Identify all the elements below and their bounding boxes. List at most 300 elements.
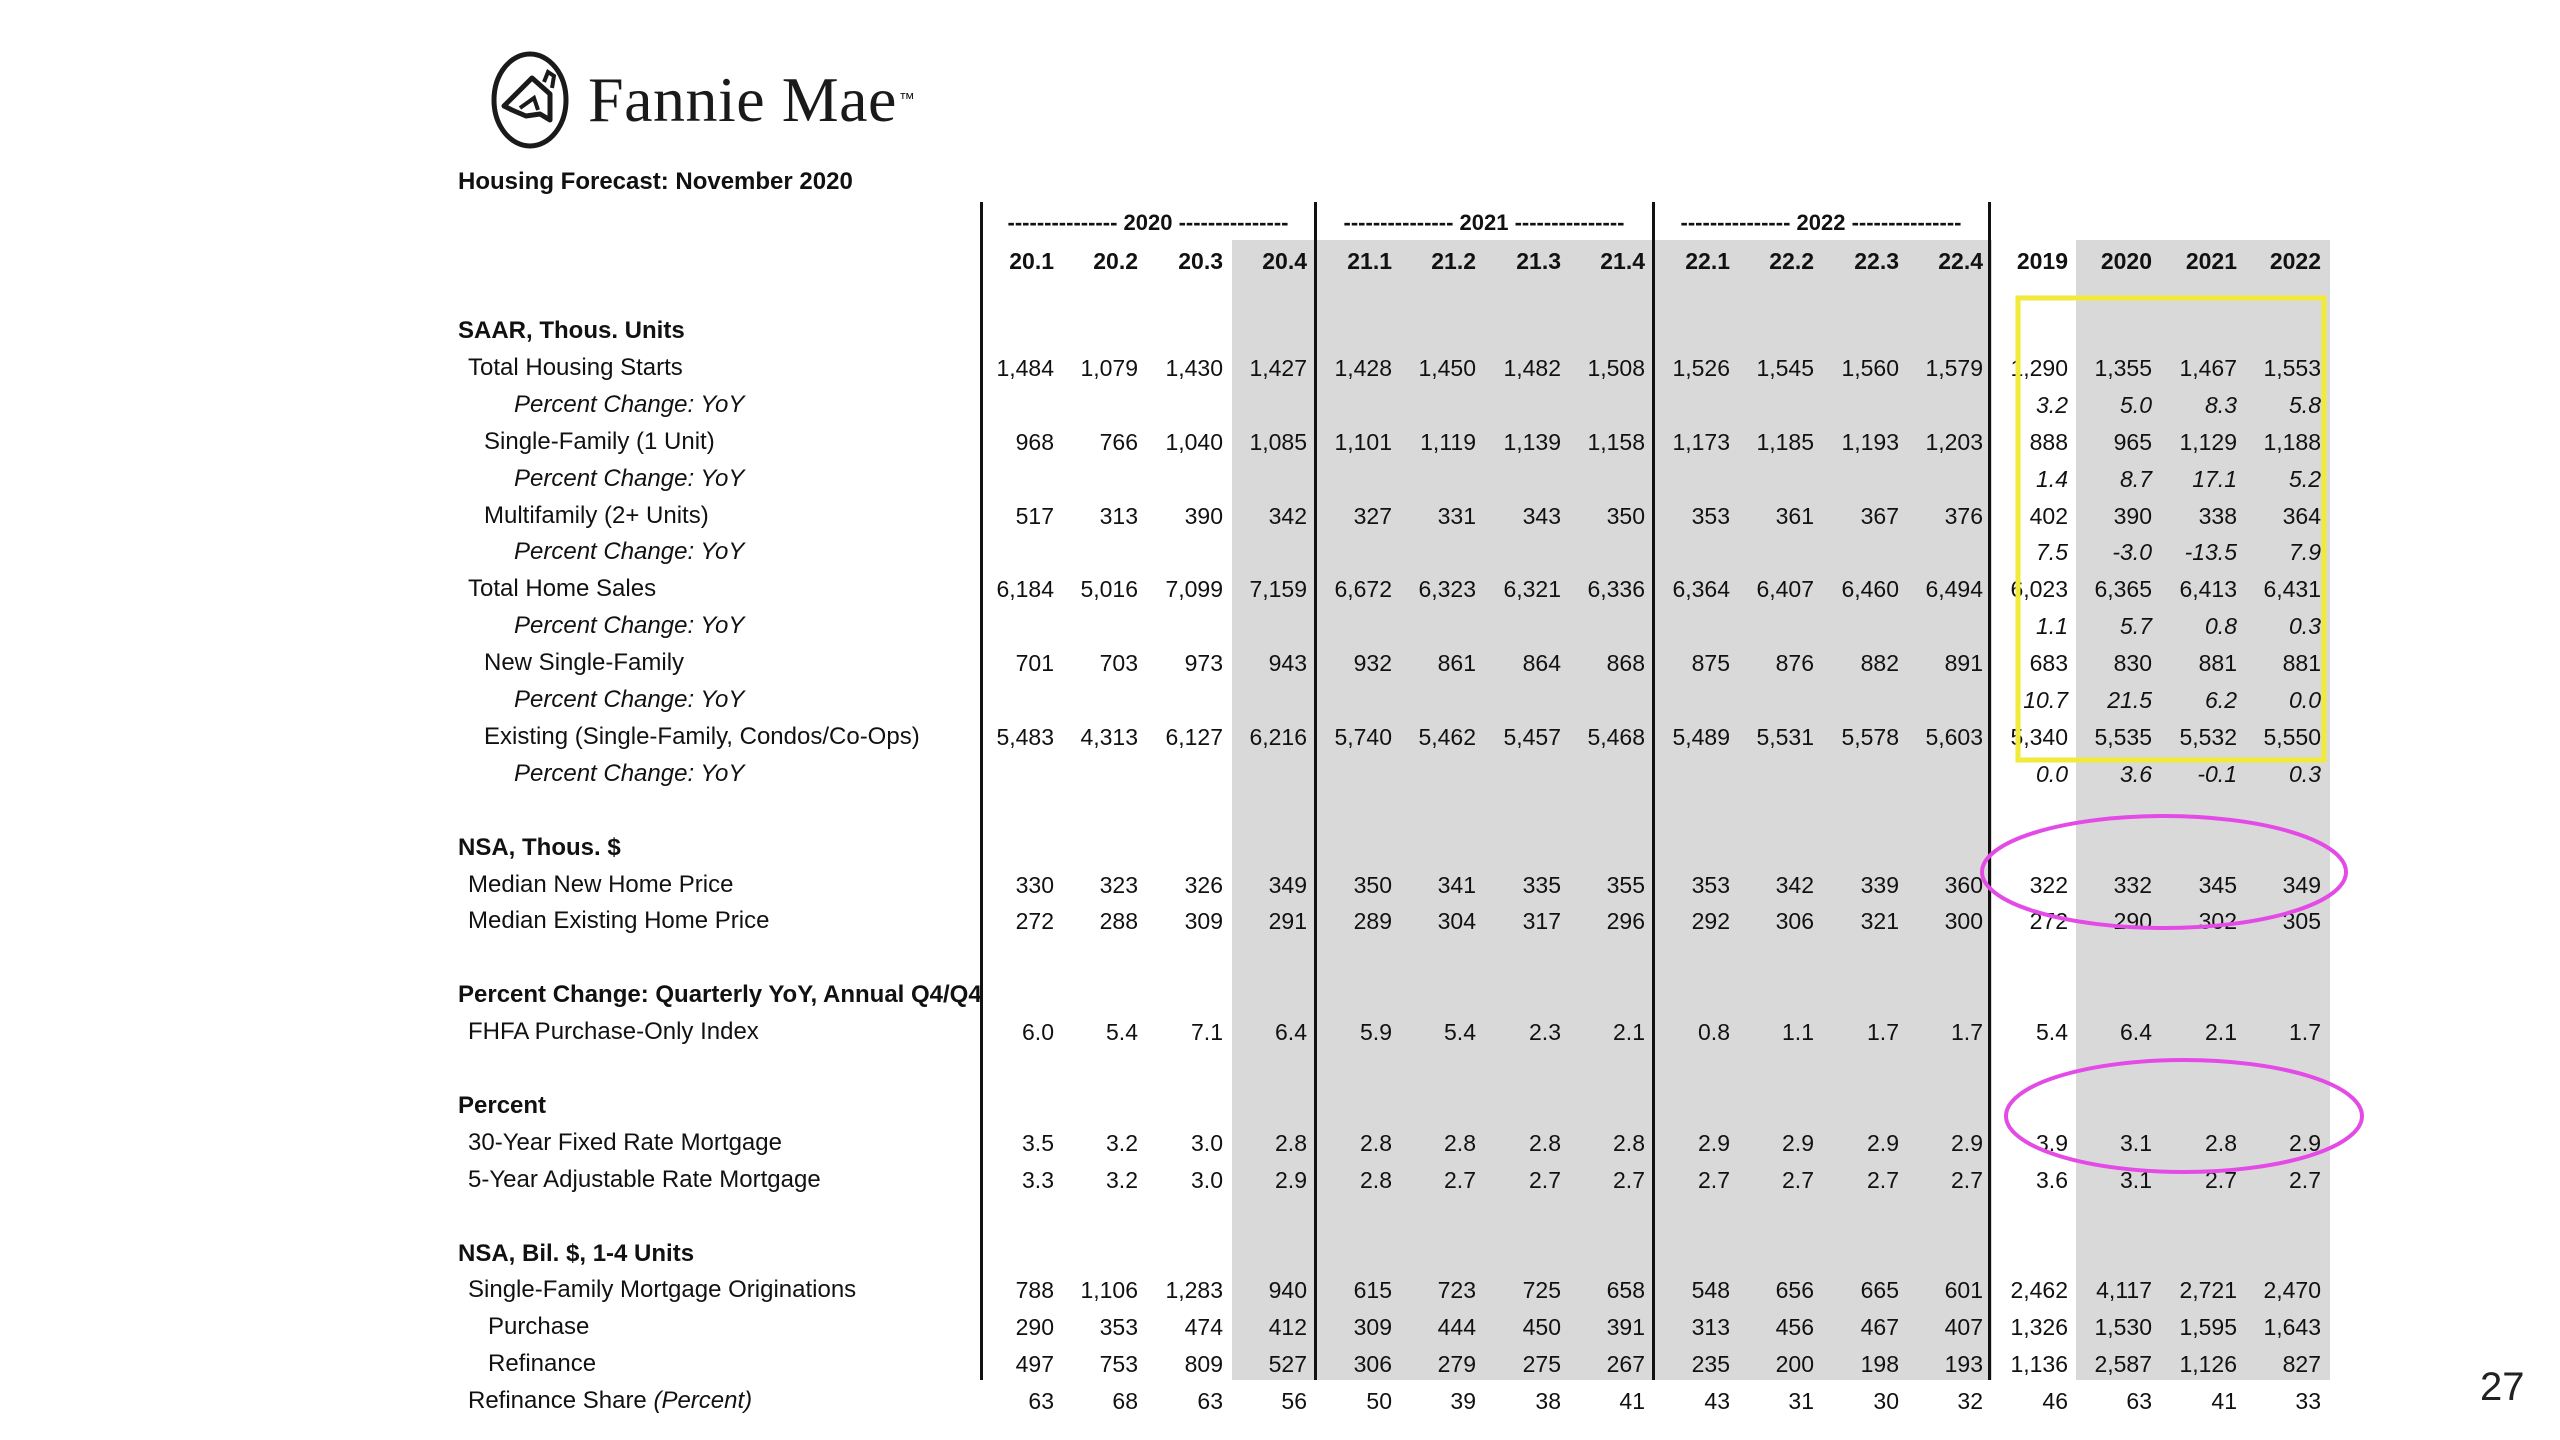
table-cell: 300	[1944, 908, 1983, 935]
report-title: Housing Forecast: November 2020	[458, 168, 853, 195]
table-cell: 41	[2211, 1388, 2237, 1415]
table-cell: 1,545	[1756, 354, 1814, 381]
table-cell: 5,532	[2179, 723, 2237, 750]
column-header: 22.3	[1854, 248, 1899, 274]
table-cell: 341	[1437, 871, 1476, 898]
table-cell: 6,216	[1249, 723, 1307, 750]
table-cell: 193	[1944, 1351, 1983, 1378]
table-cell: 5.0	[2120, 391, 2152, 418]
table-cell: 1,579	[1925, 354, 1983, 381]
column-header: 2022	[2269, 248, 2321, 274]
table-cell: 6,336	[1587, 576, 1645, 603]
column-header: 20.3	[1178, 248, 1223, 274]
table-cell: 338	[2198, 502, 2237, 529]
table-cell: 6,364	[1672, 576, 1730, 603]
year-group-header: --------------- 2021 ---------------	[1343, 210, 1625, 235]
table-cell: 6.2	[2205, 687, 2237, 713]
table-cell: 1,079	[1080, 354, 1138, 381]
table-cell: 353	[1099, 1314, 1138, 1341]
table-cell: 21.5	[2107, 687, 2152, 713]
table-cell: 272	[1015, 908, 1054, 935]
table-cell: 390	[2113, 502, 2152, 529]
table-cell: 289	[1353, 908, 1392, 935]
table-cell: 1,158	[1587, 428, 1645, 455]
table-cell: 1,553	[2263, 354, 2321, 381]
table-cell: 5,489	[1672, 723, 1730, 750]
table-cell: 342	[1268, 502, 1307, 529]
table-cell: 932	[1353, 650, 1392, 677]
table-cell: 2.7	[1698, 1166, 1730, 1193]
table-cell: 360	[1944, 871, 1983, 898]
table-cell: 1,530	[2094, 1314, 2152, 1341]
table-cell: 827	[2282, 1351, 2321, 1378]
column-header: 2021	[2185, 248, 2237, 274]
table-cell: 288	[1099, 908, 1138, 935]
table-cell: 1,185	[1756, 428, 1814, 455]
table-cell: 291	[1268, 908, 1307, 935]
table-cell: 412	[1268, 1314, 1307, 1341]
table-cell: 3.2	[1106, 1129, 1138, 1156]
table-cell: 198	[1860, 1351, 1899, 1378]
table-cell: 1,193	[1841, 428, 1899, 455]
table-cell: 1,450	[1418, 354, 1476, 381]
table-cell: -3.0	[2112, 539, 2152, 566]
table-cell: 2.8	[1613, 1129, 1645, 1156]
table-cell: 830	[2113, 650, 2152, 677]
table-cell: 864	[1522, 650, 1561, 677]
table-cell: 1,136	[2010, 1351, 2068, 1378]
column-header: 21.4	[1600, 248, 1645, 274]
column-header: 22.1	[1685, 248, 1730, 274]
table-cell: 5,468	[1587, 723, 1645, 750]
table-cell: 1,203	[1925, 428, 1983, 455]
table-cell: 63	[1028, 1388, 1054, 1415]
row-label: Purchase	[488, 1313, 590, 1341]
table-cell: 313	[1691, 1314, 1730, 1341]
table-cell: 353	[1691, 871, 1730, 898]
table-cell: 391	[1606, 1314, 1645, 1341]
table-cell: 2,462	[2010, 1277, 2068, 1304]
column-header: 2020	[2100, 248, 2152, 274]
table-cell: 5.7	[2120, 613, 2152, 640]
table-cell: 2.9	[2289, 1129, 2321, 1156]
table-cell: 1,040	[1165, 428, 1223, 455]
table-cell: 809	[1184, 1351, 1223, 1378]
table-cell: 2.8	[1360, 1129, 1392, 1156]
table-cell: 313	[1099, 502, 1138, 529]
table-cell: 766	[1099, 428, 1138, 455]
table-cell: 349	[1268, 871, 1307, 898]
table-cell: 367	[1860, 502, 1899, 529]
table-cell: 6,672	[1334, 576, 1392, 603]
table-cell: 5,578	[1841, 723, 1899, 750]
table-cell: 343	[1522, 502, 1561, 529]
rate-highlight-ellipse	[2006, 1060, 2362, 1172]
table-cell: 1,085	[1249, 428, 1307, 455]
column-header: 20.4	[1262, 248, 1307, 274]
table-cell: 326	[1184, 871, 1223, 898]
table-cell: 497	[1015, 1351, 1054, 1378]
table-cell: 5.4	[1106, 1019, 1138, 1046]
row-label: Percent Change: YoY	[514, 759, 745, 787]
table-cell: 3.1	[2120, 1129, 2152, 1156]
row-label: FHFA Purchase-Only Index	[468, 1018, 759, 1046]
column-header: 20.2	[1093, 248, 1138, 274]
table-cell: 1.7	[2289, 1019, 2321, 1046]
table-cell: 323	[1099, 871, 1138, 898]
table-cell: 1,283	[1165, 1277, 1223, 1304]
table-cell: 2.8	[1275, 1129, 1307, 1156]
table-cell: 38	[1535, 1388, 1561, 1415]
table-cell: 456	[1775, 1314, 1814, 1341]
logo-wordmark: Fannie Mae	[588, 64, 897, 135]
table-cell: 665	[1860, 1277, 1899, 1304]
table-cell: 467	[1860, 1314, 1899, 1341]
table-cell: 2.8	[1529, 1129, 1561, 1156]
table-cell: 3.0	[1191, 1166, 1223, 1193]
table-cell: 8.3	[2205, 391, 2237, 418]
row-label: NSA, Bil. $, 1-4 Units	[458, 1239, 695, 1267]
table-cell: 474	[1184, 1314, 1223, 1341]
table-cell: 527	[1268, 1351, 1307, 1378]
table-cell: 302	[2198, 908, 2237, 935]
table-cell: 335	[1522, 871, 1561, 898]
row-label-suffix: (Percent)	[646, 1387, 753, 1415]
table-cell: 6,321	[1503, 576, 1561, 603]
table-cell: 6,184	[996, 576, 1054, 603]
table-cell: 656	[1775, 1277, 1814, 1304]
table-cell: 6,407	[1756, 576, 1814, 603]
table-cell: 56	[1281, 1388, 1307, 1415]
table-cell: 364	[2282, 502, 2321, 529]
table-cell: 305	[2282, 908, 2321, 935]
table-cell: 6,365	[2094, 576, 2152, 603]
table-cell: 940	[1268, 1277, 1307, 1304]
row-label: Median New Home Price	[468, 870, 734, 898]
table-cell: 2.9	[1275, 1166, 1307, 1193]
table-cell: 5,535	[2094, 723, 2152, 750]
table-cell: 1,188	[2263, 428, 2321, 455]
table-cell: 6.4	[1275, 1019, 1307, 1046]
table-cell: 0.0	[2289, 687, 2321, 713]
table-cell: 943	[1268, 650, 1307, 677]
table-cell: 50	[1366, 1388, 1392, 1415]
table-cell: 290	[1015, 1314, 1054, 1341]
table-cell: 1,467	[2179, 354, 2237, 381]
table-cell: 296	[1606, 908, 1645, 935]
table-cell: 0.8	[1698, 1019, 1730, 1046]
table-cell: 753	[1099, 1351, 1138, 1378]
table-cell: 5,457	[1503, 723, 1561, 750]
table-cell: 345	[2198, 871, 2237, 898]
price-highlight-ellipse	[1982, 816, 2346, 928]
table-cell: 2.8	[1360, 1166, 1392, 1193]
table-cell: 5.4	[2036, 1019, 2068, 1046]
table-cell: 1,526	[1672, 354, 1730, 381]
table-cell: 1.7	[1867, 1019, 1899, 1046]
table-cell: 5.9	[1360, 1019, 1392, 1046]
column-header: 21.2	[1431, 248, 1476, 274]
table-cell: 7.1	[1191, 1019, 1223, 1046]
table-cell: 6,127	[1165, 723, 1223, 750]
table-cell: 1,129	[2179, 428, 2237, 455]
table-cell: 882	[1860, 650, 1899, 677]
table-cell: 1,355	[2094, 354, 2152, 381]
page-number: 27	[2480, 1365, 2525, 1409]
table-cell: 6,323	[1418, 576, 1476, 603]
table-cell: 376	[1944, 502, 1983, 529]
table-cell: 1.4	[2036, 465, 2068, 492]
row-label: Percent Change: YoY	[514, 390, 745, 418]
table-cell: 1,428	[1334, 354, 1392, 381]
table-cell: 350	[1606, 502, 1645, 529]
table-cell: 30	[1873, 1388, 1899, 1415]
table-cell: 407	[1944, 1314, 1983, 1341]
table-cell: 31	[1788, 1388, 1814, 1415]
yellow-highlight-box	[2018, 298, 2324, 760]
table-cell: 330	[1015, 871, 1054, 898]
table-cell: 342	[1775, 871, 1814, 898]
table-cell: 6,023	[2010, 576, 2068, 603]
table-cell: 968	[1015, 428, 1054, 455]
table-cell: 306	[1775, 908, 1814, 935]
table-cell: 63	[1197, 1388, 1223, 1415]
table-cell: 267	[1606, 1351, 1645, 1378]
table-cell: 309	[1184, 908, 1223, 935]
table-cell: 888	[2029, 428, 2068, 455]
table-cell: 3.6	[2036, 1166, 2068, 1193]
table-cell: 3.3	[1022, 1166, 1054, 1193]
table-cell: 6,460	[1841, 576, 1899, 603]
table-cell: 615	[1353, 1277, 1392, 1304]
table-cell: 279	[1437, 1351, 1476, 1378]
table-cell: 1,482	[1503, 354, 1561, 381]
table-cell: 0.3	[2289, 760, 2321, 787]
table-cell: 2.7	[1529, 1166, 1561, 1193]
table-cell: 1,173	[1672, 428, 1730, 455]
table-cell: 3.9	[2036, 1129, 2068, 1156]
row-label: Median Existing Home Price	[468, 907, 770, 935]
table-cell: 891	[1944, 650, 1983, 677]
table-cell: 32	[1957, 1388, 1983, 1415]
table-cell: 444	[1437, 1314, 1476, 1341]
table-cell: 0.8	[2205, 613, 2237, 640]
table-cell: 5,462	[1418, 723, 1476, 750]
row-label: Total Home Sales	[468, 575, 657, 603]
table-cell: 5.2	[2289, 465, 2321, 492]
row-label: Refinance	[488, 1350, 597, 1378]
table-cell: 1,430	[1165, 354, 1223, 381]
table-cell: 658	[1606, 1277, 1645, 1304]
row-label: Existing (Single-Family, Condos/Co-Ops)	[484, 722, 920, 750]
row-label: Percent Change: YoY	[514, 538, 745, 566]
table-cell: 7.5	[2036, 539, 2068, 566]
table-cell: 235	[1691, 1351, 1730, 1378]
table-cell: 2.8	[2205, 1129, 2237, 1156]
table-cell: 965	[2113, 428, 2152, 455]
table-cell: 272	[2029, 908, 2068, 935]
table-cell: 33	[2295, 1388, 2321, 1415]
table-cell: 304	[1437, 908, 1476, 935]
column-header: 21.1	[1347, 248, 1392, 274]
table-cell: 39	[1450, 1388, 1476, 1415]
table-cell: 200	[1775, 1351, 1814, 1378]
trademark-symbol: ™	[898, 91, 915, 108]
table-cell: 2,587	[2094, 1351, 2152, 1378]
table-cell: 322	[2029, 871, 2068, 898]
table-cell: 1,326	[2010, 1314, 2068, 1341]
table-cell: 339	[1860, 871, 1899, 898]
row-label: Percent	[458, 1091, 547, 1119]
table-cell: 402	[2029, 502, 2068, 529]
row-label: 5-Year Adjustable Rate Mortgage	[468, 1165, 821, 1193]
table-cell: 5,483	[996, 723, 1054, 750]
table-cell: 7,099	[1165, 576, 1223, 603]
table-cell: 2.9	[1698, 1129, 1730, 1156]
table-cell: 6,431	[2263, 576, 2321, 603]
table-cell: 973	[1184, 650, 1223, 677]
table-cell: 0.0	[2036, 760, 2068, 787]
table-cell: 1,290	[2010, 354, 2068, 381]
table-cell: 1,126	[2179, 1351, 2237, 1378]
table-cell: 68	[1112, 1388, 1138, 1415]
table-cell: 2.7	[1951, 1166, 1983, 1193]
table-cell: 4,313	[1080, 723, 1138, 750]
table-cell: 2.1	[1613, 1019, 1645, 1046]
year-group-header: --------------- 2022 ---------------	[1680, 210, 1962, 235]
table-cell: 1,139	[1503, 428, 1561, 455]
table-cell: 875	[1691, 650, 1730, 677]
table-cell: 1,427	[1249, 354, 1307, 381]
table-cell: -13.5	[2184, 539, 2237, 566]
table-cell: 41	[1619, 1388, 1645, 1415]
table-cell: 2.7	[1782, 1166, 1814, 1193]
table-cell: 5,550	[2263, 723, 2321, 750]
table-cell: 3.2	[1106, 1166, 1138, 1193]
table-cell: 1.1	[2036, 613, 2068, 640]
table-cell: 1,508	[1587, 354, 1645, 381]
table-cell: 290	[2113, 908, 2152, 935]
table-cell: 6.4	[2120, 1019, 2152, 1046]
table-cell: 2.3	[1529, 1019, 1561, 1046]
table-cell: 788	[1015, 1277, 1054, 1304]
table-cell: 0.3	[2289, 613, 2321, 640]
column-header: 20.1	[1009, 248, 1054, 274]
table-cell: 1,595	[2179, 1314, 2237, 1341]
table-cell: 10.7	[2023, 687, 2068, 713]
row-label: Percent Change: YoY	[514, 612, 745, 640]
table-cell: 292	[1691, 908, 1730, 935]
column-header: 22.4	[1938, 248, 1983, 274]
row-label: Percent Change: YoY	[514, 464, 745, 492]
table-cell: 4,117	[2096, 1277, 2152, 1304]
table-cell: 2.7	[2289, 1166, 2321, 1193]
table-cell: 361	[1775, 502, 1814, 529]
column-header: 21.3	[1516, 248, 1561, 274]
table-cell: 1.1	[1782, 1019, 1814, 1046]
table-cell: 390	[1184, 502, 1223, 529]
table-cell: 63	[2126, 1388, 2152, 1415]
table-cell: 876	[1775, 650, 1814, 677]
table-cell: 5.4	[1444, 1019, 1476, 1046]
year-group-header: --------------- 2020 ---------------	[1007, 210, 1289, 235]
table-cell: 2.7	[1444, 1166, 1476, 1193]
table-cell: 355	[1606, 871, 1645, 898]
table-cell: 309	[1353, 1314, 1392, 1341]
row-label: Percent Change: YoY	[514, 686, 745, 713]
table-cell: 450	[1522, 1314, 1561, 1341]
table-cell: 350	[1353, 871, 1392, 898]
table-cell: 703	[1099, 650, 1138, 677]
table-cell: 517	[1015, 502, 1054, 529]
table-cell: 8.7	[2120, 465, 2152, 492]
table-cell: 275	[1522, 1351, 1561, 1378]
table-cell: 317	[1522, 908, 1561, 935]
table-cell: 1.7	[1951, 1019, 1983, 1046]
table-cell: 6,494	[1925, 576, 1983, 603]
column-header: 2019	[2016, 248, 2068, 274]
table-cell: 2,470	[2263, 1277, 2321, 1304]
table-cell: 2.7	[1613, 1166, 1645, 1193]
table-cell: 1,101	[1334, 428, 1392, 455]
table-cell: 881	[2282, 650, 2321, 677]
table-cell: 3.0	[1191, 1129, 1223, 1156]
table-cell: 6.0	[1022, 1019, 1054, 1046]
table-cell: 723	[1437, 1277, 1476, 1304]
table-cell: 683	[2029, 650, 2068, 677]
table-cell: 5,016	[1080, 576, 1138, 603]
table-cell: 3.5	[1022, 1129, 1054, 1156]
table-cell: 43	[1704, 1388, 1730, 1415]
table-cell: 332	[2113, 871, 2152, 898]
table-cell: 1,119	[1420, 428, 1476, 455]
row-label: Single-Family (1 Unit)	[484, 427, 715, 455]
row-label: Total Housing Starts	[468, 353, 683, 381]
row-label: SAAR, Thous. Units	[458, 317, 685, 344]
table-cell: 861	[1437, 650, 1476, 677]
column-header: 22.2	[1769, 248, 1814, 274]
table-cell: 306	[1353, 1351, 1392, 1378]
row-label: 30-Year Fixed Rate Mortgage	[468, 1128, 782, 1156]
row-label: Refinance Share (Percent)	[468, 1387, 753, 1415]
table-cell: 2.9	[1867, 1129, 1899, 1156]
table-cell: 2.7	[2205, 1166, 2237, 1193]
table-cell: 725	[1522, 1277, 1561, 1304]
table-cell: 327	[1353, 502, 1392, 529]
table-cell: 1,560	[1841, 354, 1899, 381]
table-cell: 331	[1437, 502, 1476, 529]
table-cell: 2.7	[1867, 1166, 1899, 1193]
table-cell: 2,721	[2179, 1277, 2237, 1304]
table-cell: 3.1	[2120, 1166, 2152, 1193]
table-cell: 2.9	[1951, 1129, 1983, 1156]
table-cell: 46	[2042, 1388, 2068, 1415]
table-cell: 701	[1015, 650, 1054, 677]
table-cell: 548	[1691, 1277, 1730, 1304]
table-cell: 2.9	[1782, 1129, 1814, 1156]
table-cell: 17.1	[2192, 465, 2237, 492]
table-cell: 601	[1944, 1277, 1983, 1304]
table-cell: 1,643	[2263, 1314, 2321, 1341]
row-label: New Single-Family	[484, 649, 685, 677]
table-cell: 6,413	[2179, 576, 2237, 603]
row-label: Percent Change: Quarterly YoY, Annual Q4/Q4	[458, 981, 982, 1009]
row-label: NSA, Thous. $	[458, 833, 621, 861]
table-cell: 881	[2198, 650, 2237, 677]
table-cell: 353	[1691, 502, 1730, 529]
table-cell: 7.9	[2289, 539, 2321, 566]
table-cell: 3.2	[2036, 391, 2068, 418]
